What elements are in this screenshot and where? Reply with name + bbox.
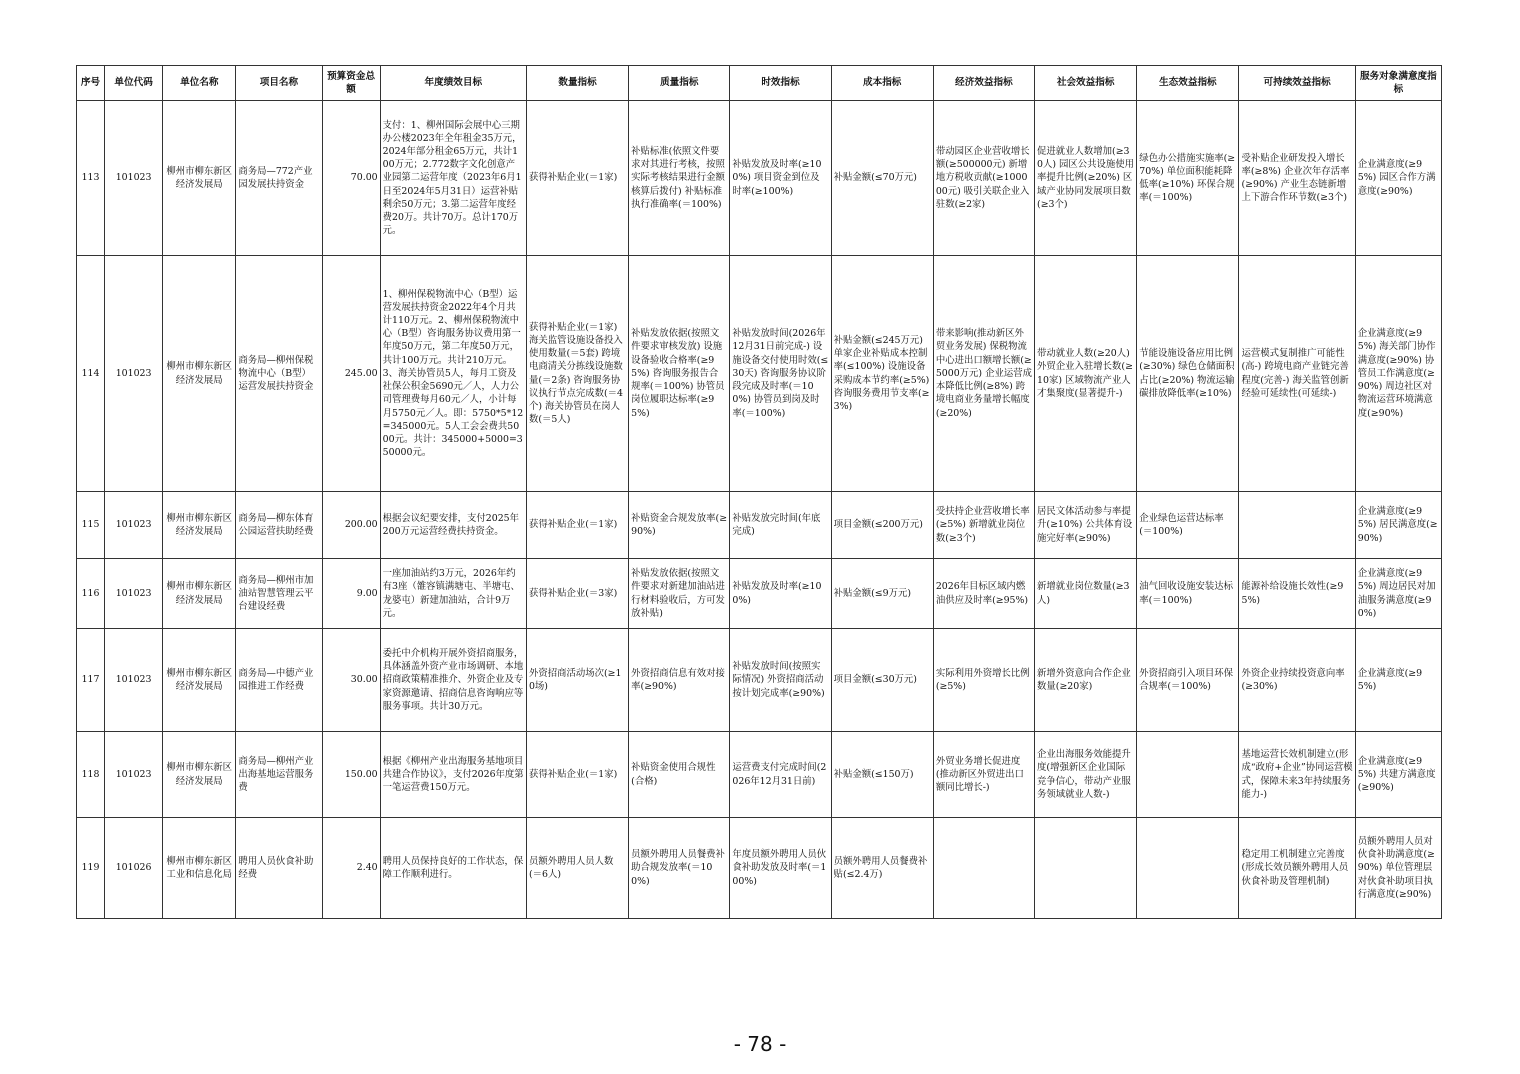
cell-sustainable: 运营模式复制推广可能性(高-) 跨境电商产业链完善程度(完善-) 海关监管创新经验可延续性(可延续-) xyxy=(1239,256,1355,492)
cell-economic: 2026年目标区域内燃油供应及时率(≥95%) xyxy=(933,559,1034,629)
cell-social: 带动就业人数(≥20人) 外贸企业入驻增长数(≥10家) 区域物流产业人才集聚度(显著提升-) xyxy=(1035,256,1137,492)
header-quality: 质量指标 xyxy=(629,66,730,101)
cell-social: 居民文体活动参与率提升(≥10%) 公共体育设施完好率(≥90%) xyxy=(1035,492,1137,559)
cell-project: 商务局—柳东体育公园运营扶助经费 xyxy=(236,492,322,559)
cell-unit: 柳州市柳东新区经济发展局 xyxy=(163,559,236,629)
cell-ecological: 企业绿色运营达标率(＝100%) xyxy=(1137,492,1239,559)
cell-cost: 项目金额(≤200万元) xyxy=(831,492,933,559)
cell-satisfaction: 员额外聘用人员对伙食补助满意度(≥90%) 单位管理层对伙食补助项目执行满意度(≥90%) xyxy=(1355,818,1441,919)
cell-code: 101023 xyxy=(105,492,163,559)
cell-seq: 119 xyxy=(77,818,105,919)
cell-seq: 118 xyxy=(77,732,105,818)
cell-quality: 补贴发放依据(按照文件要求对新建加油站进行材料验收后，方可发放补贴) xyxy=(629,559,730,629)
header-budget: 预算资金总额 xyxy=(322,66,380,101)
cell-project: 商务局—柳州市加油站智慧管理云平台建设经费 xyxy=(236,559,322,629)
cell-satisfaction: 企业满意度(≥95%) 园区合作方满意度(≥90%) xyxy=(1355,101,1441,256)
cell-sustainable: 基地运营长效机制建立(形成“政府+企业”协同运营模式，保障未来3年持续服务能力-) xyxy=(1239,732,1355,818)
cell-social: 新增外资意向合作企业数量(≥20家) xyxy=(1035,629,1137,732)
cell-cost: 补贴金额(≤70万元) xyxy=(831,101,933,256)
cell-satisfaction: 企业满意度(≥95%) 共建方满意度(≥90%) xyxy=(1355,732,1441,818)
table-row xyxy=(77,818,1442,919)
cell-social: 促进就业人数增加(≥30人) 园区公共设施使用率提升比例(≥20%) 区域产业协同发展项目数(≥3个) xyxy=(1035,101,1137,256)
header-ecological: 生态效益指标 xyxy=(1137,66,1239,101)
cell-goal: 聘用人员保持良好的工作状态，保障工作顺利进行。 xyxy=(380,818,526,919)
cell-cost: 员额外聘用人员餐费补贴(≤2.4万) xyxy=(831,818,933,919)
cell-ecological: 外资招商引入项目环保合规率(＝100%) xyxy=(1137,629,1239,732)
cell-satisfaction: 企业满意度(≥95%) 周边居民对加油服务满意度(≥90%) xyxy=(1355,559,1441,629)
cell-quantity: 员额外聘用人员人数(＝6人) xyxy=(526,818,628,919)
page-number: - 78 - xyxy=(733,1032,787,1056)
cell-economic: 带来影响(推动新区外贸业务发展) 保税物流中心进出口额增长额(≥5000万元) 企业运营成本降低比例(≥8%) 跨境电商业务量增长幅度(≥20%) xyxy=(933,256,1034,492)
cell-unit: 柳州市柳东新区经济发展局 xyxy=(163,732,236,818)
header-cost: 成本指标 xyxy=(831,66,933,101)
cell-unit: 柳州市柳东新区经济发展局 xyxy=(163,256,236,492)
cell-timeliness: 补贴发放时间(2026年12月31日前完成-) 设施设备交付使用时效(≤30天) 咨询服务协议阶段完成及时率(＝100%) 协管员到岗及时率(＝100%) xyxy=(730,256,831,492)
cell-quality: 外资招商信息有效对接率(≥90%) xyxy=(629,629,730,732)
cell-ecological xyxy=(1137,818,1239,919)
cell-cost: 补贴金额(≤150万) xyxy=(831,732,933,818)
cell-timeliness: 年度员额外聘用人员伙食补助发放及时率(＝100%) xyxy=(730,818,831,919)
cell-timeliness: 补贴发放时间(按照实际情况) 外资招商活动按计划完成率(≥90%) xyxy=(730,629,831,732)
cell-sustainable: 能源补给设施长效性(≥95%) xyxy=(1239,559,1355,629)
cell-economic: 带动园区企业营收增长额(≥500000元) 新增地方税收贡献(≥100000元) 吸引关联企业入驻数(≥2家) xyxy=(933,101,1034,256)
cell-budget: 30.00 xyxy=(322,629,380,732)
cell-sustainable xyxy=(1239,492,1355,559)
header-unit-code: 单位代码 xyxy=(105,66,163,101)
cell-project: 商务局—柳州产业出海基地运营服务费 xyxy=(236,732,322,818)
header-economic: 经济效益指标 xyxy=(933,66,1034,101)
cell-goal: 支付：1、柳州国际会展中心三期办公楼2023年全年租金35万元，2024年部分租金65万元，共计100万元；2.772数字文化创意产业园第二运营年度（2023年6月1日至2024年5月31日）运营补贴剩余50万元；3.第二运营年度经费20万。共计70万。总计170万元。 xyxy=(380,101,526,256)
cell-goal: 1、柳州保税物流中心（B型）运营发展扶持资金2022年4个月共计110万元。2、柳州保税物流中心（B型）咨询服务协议费用第一年度50万元，第二年度50万元，共计100万元。共计210万元。3、海关协管员5人，每月工资及社保公积金5690元／人，人力公司管理费每月60元／人，小计每月5750元／人。即：5750*5*12=345000元。5人工会会费共5000元。共计：345000+5000=350000元。 xyxy=(380,256,526,492)
cell-social: 新增就业岗位数量(≥3人) xyxy=(1035,559,1137,629)
cell-goal: 根据会议纪要安排，支付2025年200万元运营经费扶持资金。 xyxy=(380,492,526,559)
cell-quality: 员额外聘用人员餐费补助合规发放率(＝100%) xyxy=(629,818,730,919)
cell-code: 101023 xyxy=(105,559,163,629)
cell-satisfaction: 企业满意度(≥95%) 居民满意度(≥90%) xyxy=(1355,492,1441,559)
cell-quantity: 获得补贴企业(＝1家) xyxy=(526,492,628,559)
header-unit-name: 单位名称 xyxy=(163,66,236,101)
cell-budget: 245.00 xyxy=(322,256,380,492)
cell-code: 101026 xyxy=(105,818,163,919)
cell-ecological: 节能设施设备应用比例(≥30%) 绿色仓储面积占比(≥20%) 物流运输碳排放降低率(≥10%) xyxy=(1137,256,1239,492)
cell-seq: 114 xyxy=(77,256,105,492)
header-social: 社会效益指标 xyxy=(1035,66,1137,101)
cell-goal: 根据《柳州产业出海服务基地项目共建合作协议》，支付2026年度第一笔运营费150万元。 xyxy=(380,732,526,818)
cell-economic: 外贸业务增长促进度(推动新区外贸进出口额同比增长-) xyxy=(933,732,1034,818)
table-row xyxy=(77,256,1442,492)
cell-seq: 117 xyxy=(77,629,105,732)
cell-seq: 116 xyxy=(77,559,105,629)
cell-quality: 补贴资金合规发放率(≥90%) xyxy=(629,492,730,559)
cell-social xyxy=(1035,818,1137,919)
header-seq: 序号 xyxy=(77,66,105,101)
table-row xyxy=(77,101,1442,256)
cell-quality: 补贴发放依据(按照文件要求审核发放) 设施设备验收合格率(≥95%) 咨询服务报告合规率(＝100%) 协管员岗位履职达标率(≥95%) xyxy=(629,256,730,492)
cell-unit: 柳州市柳东新区经济发展局 xyxy=(163,101,236,256)
cell-seq: 115 xyxy=(77,492,105,559)
cell-economic: 实际利用外资增长比例(≥5%) xyxy=(933,629,1034,732)
cell-seq: 113 xyxy=(77,101,105,256)
cell-quality: 补贴标准(依照文件要求对其进行考核，按照实际考核结果进行金额核算后拨付) 补贴标准执行准确率(＝100%) xyxy=(629,101,730,256)
performance-table xyxy=(76,65,1442,919)
cell-goal: 委托中介机构开展外资招商服务，具体涵盖外资产业市场调研、本地招商政策精准推介、外资企业及专家资源邀请、招商信息咨询响应等服务事项。共计30万元。 xyxy=(380,629,526,732)
header-sustainable: 可持续效益指标 xyxy=(1239,66,1355,101)
cell-sustainable: 受补贴企业研发投入增长率(≥8%) 企业次年存活率(≥90%) 产业生态链新增上下游合作环节数(≥3个) xyxy=(1239,101,1355,256)
cell-code: 101023 xyxy=(105,101,163,256)
cell-economic: 受扶持企业营收增长率(≥5%) 新增就业岗位数(≥3个) xyxy=(933,492,1034,559)
cell-quantity: 获得补贴企业(＝3家) xyxy=(526,559,628,629)
cell-social: 企业出海服务效能提升度(增强新区企业国际竞争信心，带动产业服务领域就业人数-) xyxy=(1035,732,1137,818)
table-row xyxy=(77,559,1442,629)
cell-budget: 2.40 xyxy=(322,818,380,919)
cell-project: 商务局—772产业园发展扶持资金 xyxy=(236,101,322,256)
table-row xyxy=(77,629,1442,732)
table-body xyxy=(77,101,1442,919)
cell-sustainable: 外资企业持续投资意向率(≥30%) xyxy=(1239,629,1355,732)
cell-unit: 柳州市柳东新区经济发展局 xyxy=(163,629,236,732)
cell-economic xyxy=(933,818,1034,919)
cell-ecological: 油气回收设施安装达标率(＝100%) xyxy=(1137,559,1239,629)
cell-project: 商务局—中德产业园推进工作经费 xyxy=(236,629,322,732)
cell-unit: 柳州市柳东新区工业和信息化局 xyxy=(163,818,236,919)
header-timeliness: 时效指标 xyxy=(730,66,831,101)
header-satisfaction: 服务对象满意度指标 xyxy=(1355,66,1441,101)
cell-satisfaction: 企业满意度(≥95%) 海关部门协作满意度(≥90%) 协管员工作满意度(≥90%) 周边社区对物流运营环境满意度(≥90%) xyxy=(1355,256,1441,492)
cell-quantity: 获得补贴企业(＝1家) xyxy=(526,101,628,256)
cell-quality: 补贴资金使用合规性(合格) xyxy=(629,732,730,818)
cell-timeliness: 补贴发放及时率(≥100%) 项目资金到位及时率(≥100%) xyxy=(730,101,831,256)
table-header-row xyxy=(77,66,1442,101)
table-row xyxy=(77,732,1442,818)
cell-goal: 一座加油站约3万元，2026年约有3座（雒容镇满塘屯、半塘屯、龙婆屯）新建加油站，合计9万元。 xyxy=(380,559,526,629)
cell-timeliness: 补贴发放及时率(≥100%) xyxy=(730,559,831,629)
cell-timeliness: 运营费支付完成时间(2026年12月31日前) xyxy=(730,732,831,818)
cell-timeliness: 补贴发放完时间(年底完成) xyxy=(730,492,831,559)
cell-budget: 150.00 xyxy=(322,732,380,818)
cell-code: 101023 xyxy=(105,629,163,732)
table-row xyxy=(77,492,1442,559)
cell-code: 101023 xyxy=(105,732,163,818)
cell-project: 商务局—柳州保税物流中心（B型）运营发展扶持资金 xyxy=(236,256,322,492)
cell-quantity: 获得补贴企业(＝1家) xyxy=(526,732,628,818)
cell-budget: 9.00 xyxy=(322,559,380,629)
cell-cost: 补贴金额(≤245万元) 单家企业补贴成本控制率(≤100%) 设施设备采购成本节约率(≥5%) 咨询服务费用节支率(≥3%) xyxy=(831,256,933,492)
header-annual-goal: 年度绩效目标 xyxy=(380,66,526,101)
cell-budget: 200.00 xyxy=(322,492,380,559)
cell-cost: 补贴金额(≤9万元) xyxy=(831,559,933,629)
cell-quantity: 外资招商活动场次(≥10场) xyxy=(526,629,628,732)
cell-quantity: 获得补贴企业(＝1家) 海关监管设施设备投入使用数量(＝5套) 跨境电商清关分拣线设施数量(＝2条) 咨询服务协议执行节点完成数(＝4个) 海关协管员在岗人数(＝5人) xyxy=(526,256,628,492)
header-quantity: 数量指标 xyxy=(526,66,628,101)
cell-sustainable: 稳定用工机制建立完善度(形成长效员额外聘用人员伙食补助及管理机制) xyxy=(1239,818,1355,919)
header-project-name: 项目名称 xyxy=(236,66,322,101)
cell-unit: 柳州市柳东新区经济发展局 xyxy=(163,492,236,559)
cell-code: 101023 xyxy=(105,256,163,492)
cell-budget: 70.00 xyxy=(322,101,380,256)
cell-satisfaction: 企业满意度(≥95%) xyxy=(1355,629,1441,732)
cell-ecological xyxy=(1137,732,1239,818)
cell-cost: 项目金额(≤30万元) xyxy=(831,629,933,732)
cell-ecological: 绿色办公措施实施率(≥70%) 单位面积能耗降低率(≥10%) 环保合规率(＝100%) xyxy=(1137,101,1239,256)
cell-project: 聘用人员伙食补助经费 xyxy=(236,818,322,919)
